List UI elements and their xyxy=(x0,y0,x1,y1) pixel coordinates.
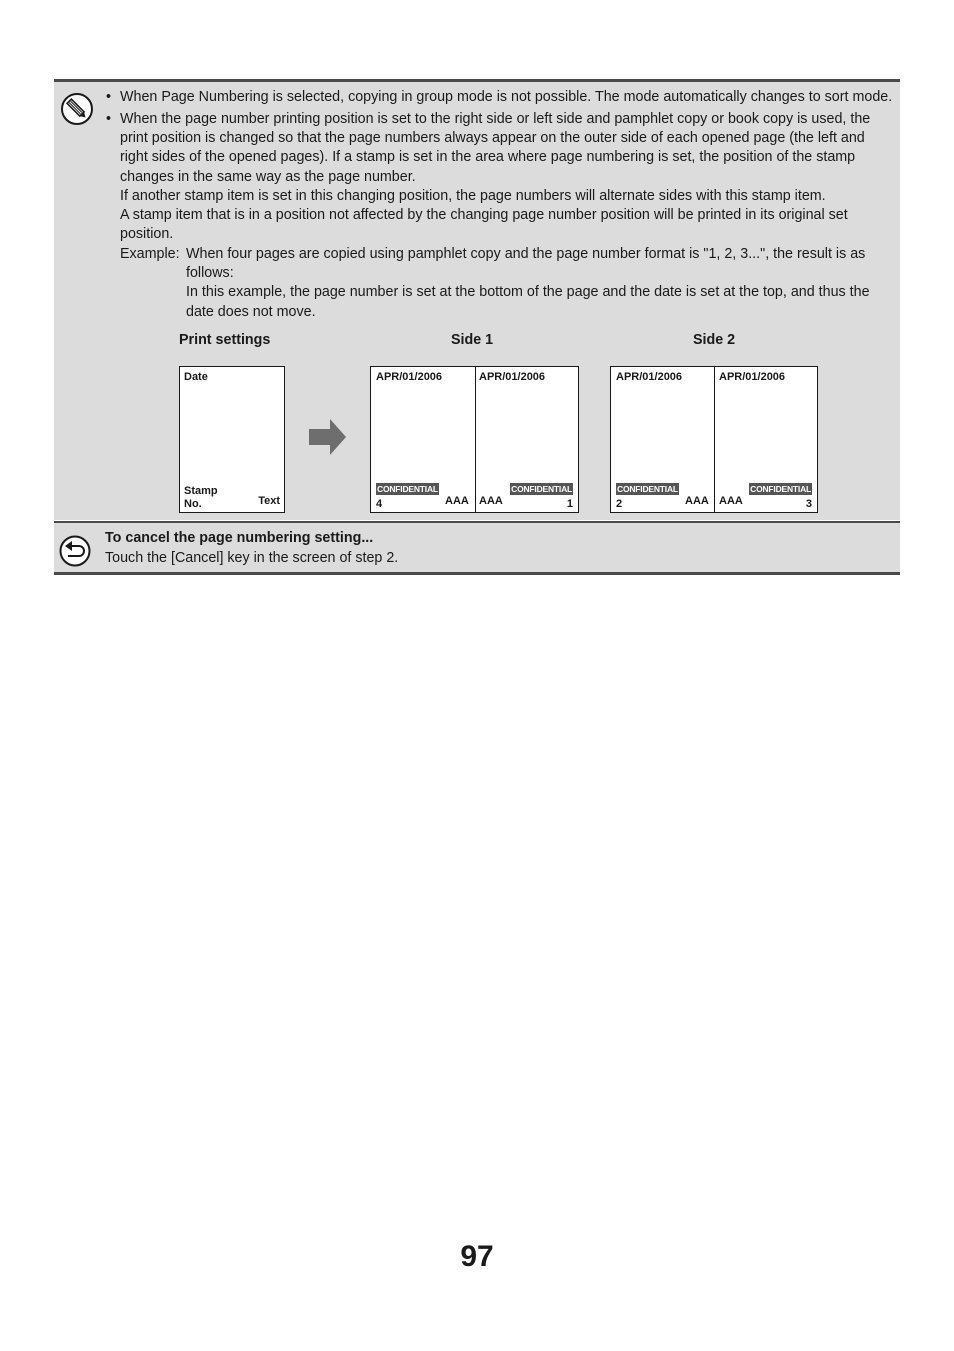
side1-right-text: AAA xyxy=(479,495,503,507)
settings-date-label: Date xyxy=(184,371,208,383)
side1-right-page-number: 1 xyxy=(566,498,573,510)
side1-right-date: APR/01/2006 xyxy=(479,371,546,383)
side2-right-date: APR/01/2006 xyxy=(719,371,786,383)
side-2-heading: Side 2 xyxy=(693,332,736,348)
sheet-divider xyxy=(475,367,476,512)
example-para-2: In this example, the page number is set at the bottom of the page and the date is set at the top, and thus the date does not move. xyxy=(186,284,870,320)
cancel-title: To cancel the page numbering setting... xyxy=(105,530,374,546)
bullet-dot: • xyxy=(106,89,112,105)
side2-left-page-number: 2 xyxy=(616,498,623,510)
settings-no-label: No. xyxy=(184,498,202,510)
bullet-dot: • xyxy=(106,111,112,127)
side-2-sheet xyxy=(610,366,818,513)
cancel-text: Touch the [Cancel] key in the screen of step 2. xyxy=(105,550,399,566)
note-bullet-2-para-2: If another stamp item is set in this changing position, the page numbers will alternate sides with this stamp item. xyxy=(120,187,826,204)
example-label: Example: xyxy=(120,246,180,262)
return-arrow-icon xyxy=(59,535,91,567)
side1-left-stamp: CONFIDENTIAL xyxy=(377,484,438,494)
side1-right-stamp: CONFIDENTIAL xyxy=(511,484,572,494)
cancel-box xyxy=(54,521,900,575)
example-para-1: When four pages are copied using pamphlet copy and the page number format is "1, 2, 3...", the result is as follows: xyxy=(186,246,866,282)
side2-left-stamp: CONFIDENTIAL xyxy=(617,484,678,494)
print-settings-page xyxy=(179,366,285,513)
side1-left-text: AAA xyxy=(445,495,469,507)
print-settings-heading: Print settings xyxy=(179,332,271,348)
right-arrow-icon xyxy=(309,418,347,456)
page-number: 97 xyxy=(460,1240,494,1273)
pencil-note-icon xyxy=(60,92,94,126)
settings-text-label: Text xyxy=(258,495,280,507)
sheet-divider xyxy=(714,367,715,512)
note-bullet-1-text: When Page Numbering is selected, copying in group mode is not possible. The mode automatically changes to sort mode. xyxy=(120,89,893,105)
side-1-heading: Side 1 xyxy=(451,332,494,348)
side2-right-text: AAA xyxy=(719,495,743,507)
side2-left-text: AAA xyxy=(685,495,709,507)
note-bullet-2-para-1: When the page number printing position is set to the right side or left side and pamphlet copy or book copy is used, the print position is changed so that the page numbers always appear on the outer side of each opened page (the left and right sides of the opened pages). If a stamp is set in the area where page numbering is set, the position of the stamp changes in the same way as the page number. xyxy=(120,111,871,185)
note-box xyxy=(54,79,900,520)
side2-right-stamp: CONFIDENTIAL xyxy=(750,484,811,494)
side-1-sheet xyxy=(370,366,579,513)
side1-left-date: APR/01/2006 xyxy=(376,371,443,383)
note-bullet-2-para-3: A stamp item that is in a position not affected by the changing page number position will be printed in its original set position. xyxy=(120,207,848,243)
side2-left-date: APR/01/2006 xyxy=(616,371,683,383)
side2-right-page-number: 3 xyxy=(805,498,812,510)
settings-stamp-label: Stamp xyxy=(184,485,218,497)
side1-left-page-number: 4 xyxy=(376,498,383,510)
